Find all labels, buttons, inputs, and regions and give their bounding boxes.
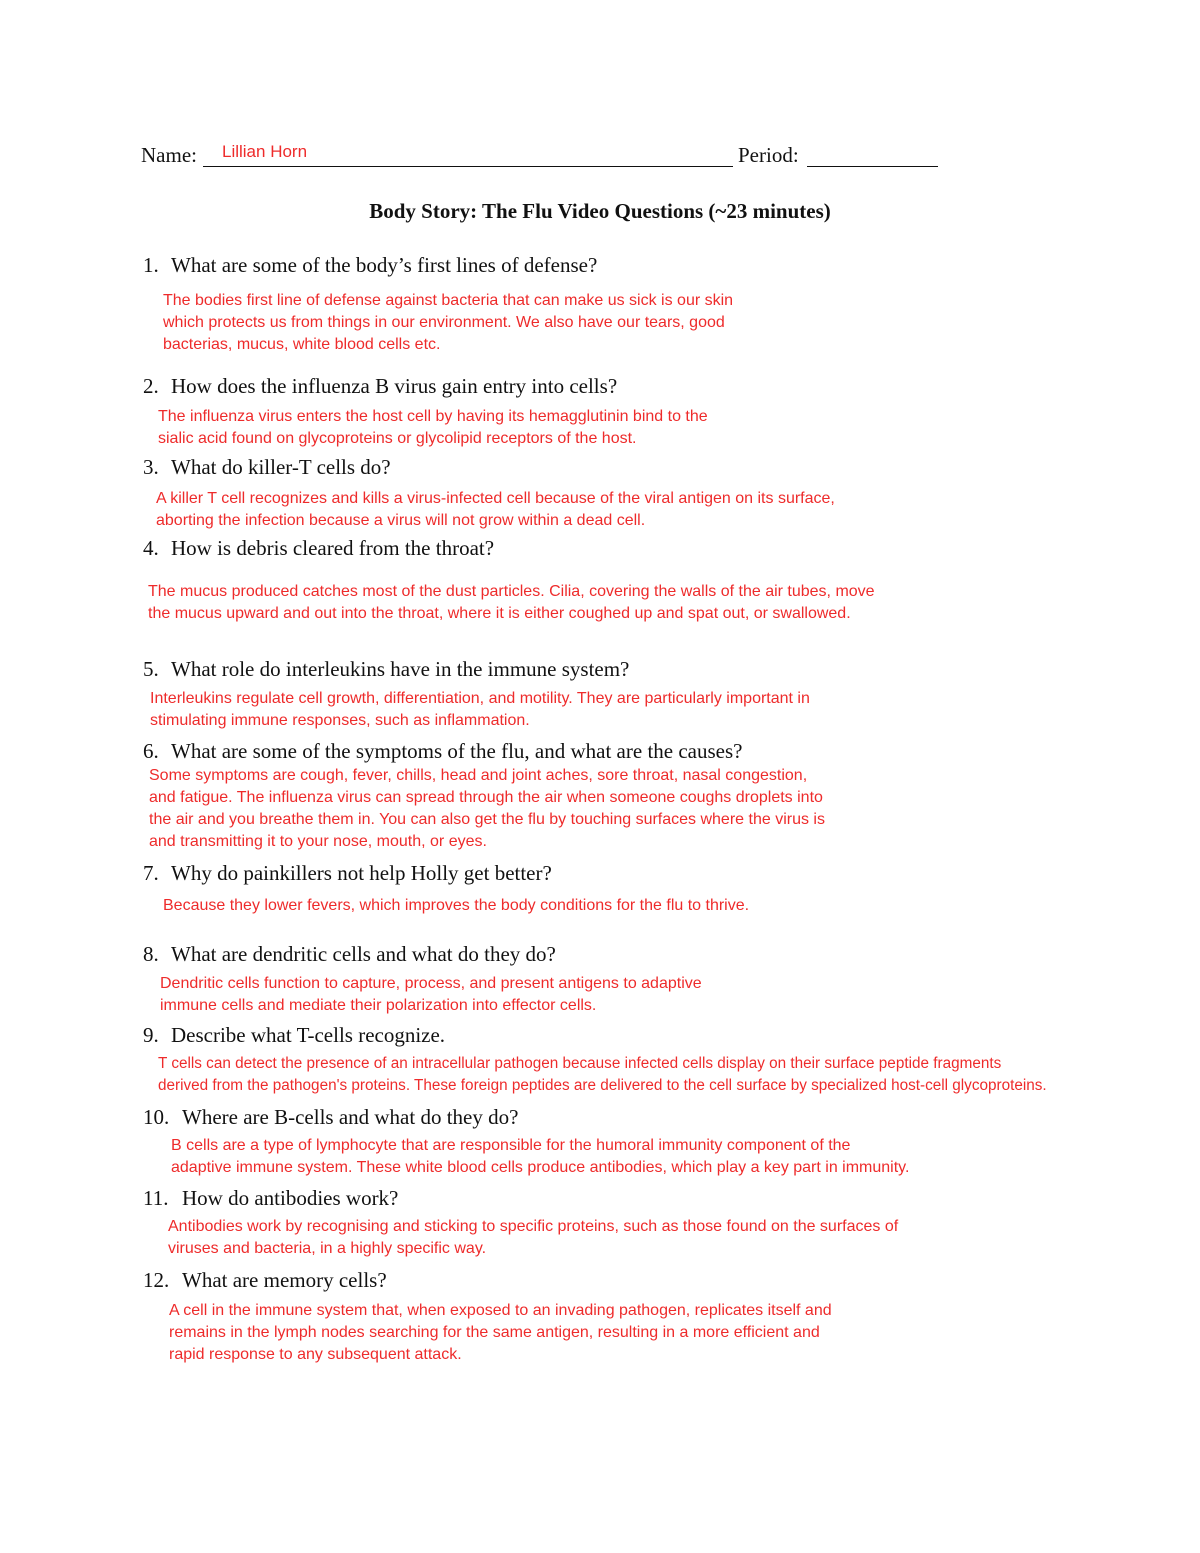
answer-text: A killer T cell recognizes and kills a virus-infected cell because of the viral antigen on its surface, aborting the infection because a virus will not grow within a dead cell.: [156, 490, 835, 529]
question-text: What do killer-T cells do?: [171, 455, 391, 479]
question-number: 11.: [143, 1186, 169, 1210]
period-underline: [807, 166, 938, 167]
question-text: What are some of the symptoms of the flu, and what are the causes?: [171, 739, 743, 763]
question-number: 12.: [143, 1268, 170, 1292]
question-text: What are some of the body’s first lines of defense?: [171, 253, 598, 277]
question-number: 8.: [143, 942, 159, 966]
answer-text: The influenza virus enters the host cell by having its hemagglutinin bind to the sialic acid found on glycoproteins or glycolipid receptors of the host.: [158, 408, 708, 447]
question-text: Why do painkillers not help Holly get better?: [171, 861, 552, 885]
question-text: Where are B-cells and what do they do?: [182, 1105, 519, 1129]
answer-text: Because they lower fevers, which improves the body conditions for the flu to thrive.: [163, 897, 750, 914]
question-number: 6.: [143, 739, 159, 763]
answer-text: Antibodies work by recognising and sticking to specific proteins, such as those found on the surfaces of viruses and bacteria, in a highly specific way.: [168, 1218, 899, 1257]
period-label: Period:: [738, 143, 799, 167]
answer-text: The bodies first line of defense against bacteria that can make us sick is our skin which protects us from things in our environment. We also have our tears, good bacterias, mucus, white blood cells etc.: [163, 292, 734, 353]
name-label: Name:: [141, 143, 197, 167]
name-value: Lillian Horn: [222, 142, 308, 161]
answer-text: Dendritic cells function to capture, process, and present antigens to adaptive immune cells and mediate their polarization into effector cells.: [160, 975, 702, 1014]
answer-text: The mucus produced catches most of the dust particles. Cilia, covering the walls of the air tubes, move the mucus upward and out into the throat, where it is either coughed up and spat out, or swallowed.: [148, 583, 875, 622]
question-text: How do antibodies work?: [182, 1186, 399, 1210]
question-text: How does the influenza B virus gain entry into cells?: [171, 374, 618, 398]
question-number: 5.: [143, 657, 159, 681]
question-number: 10.: [143, 1105, 170, 1129]
answer-text: Some symptoms are cough, fever, chills, head and joint aches, sore throat, nasal congestion, and fatigue. The influenza virus can spread through the air when someone coughs droplets into the air and you breathe them in. You can also get the flu by touching surfaces where the virus is and transmitting it to your nose, mouth, or eyes.: [149, 767, 825, 850]
question-text: What role do interleukins have in the immune system?: [171, 657, 630, 681]
question-number: 2.: [143, 374, 159, 398]
question-text: What are memory cells?: [182, 1268, 387, 1292]
page-title: Body Story: The Flu Video Questions (~23 minutes): [369, 199, 831, 223]
question-number: 9.: [143, 1023, 159, 1047]
question-text: What are dendritic cells and what do they do?: [171, 942, 556, 966]
question-number: 3.: [143, 455, 159, 479]
question-number: 1.: [143, 253, 159, 277]
answer-text: B cells are a type of lymphocyte that are responsible for the humoral immunity component of the adaptive immune system. These white blood cells produce antibodies, which play a key part in immunity.: [171, 1137, 910, 1176]
question-text: How is debris cleared from the throat?: [171, 536, 495, 560]
answer-text: T cells can detect the presence of an intracellular pathogen because infected cells display on their surface peptide fragments derived from the pathogen's proteins. These foreign peptides are delivered to the cell surface by specialized host-cell glycoproteins.: [158, 1055, 1047, 1094]
answer-text: Interleukins regulate cell growth, differentiation, and motility. They are particularly important in stimulating immune responses, such as inflammation.: [150, 690, 810, 729]
name-underline: [203, 166, 733, 167]
question-text: Describe what T-cells recognize.: [171, 1023, 446, 1047]
question-number: 7.: [143, 861, 159, 885]
question-number: 4.: [143, 536, 159, 560]
answer-text: A cell in the immune system that, when exposed to an invading pathogen, replicates itself and remains in the lymph nodes searching for the same antigen, resulting in a more efficient and rapid response to any subsequent attack.: [169, 1302, 832, 1363]
